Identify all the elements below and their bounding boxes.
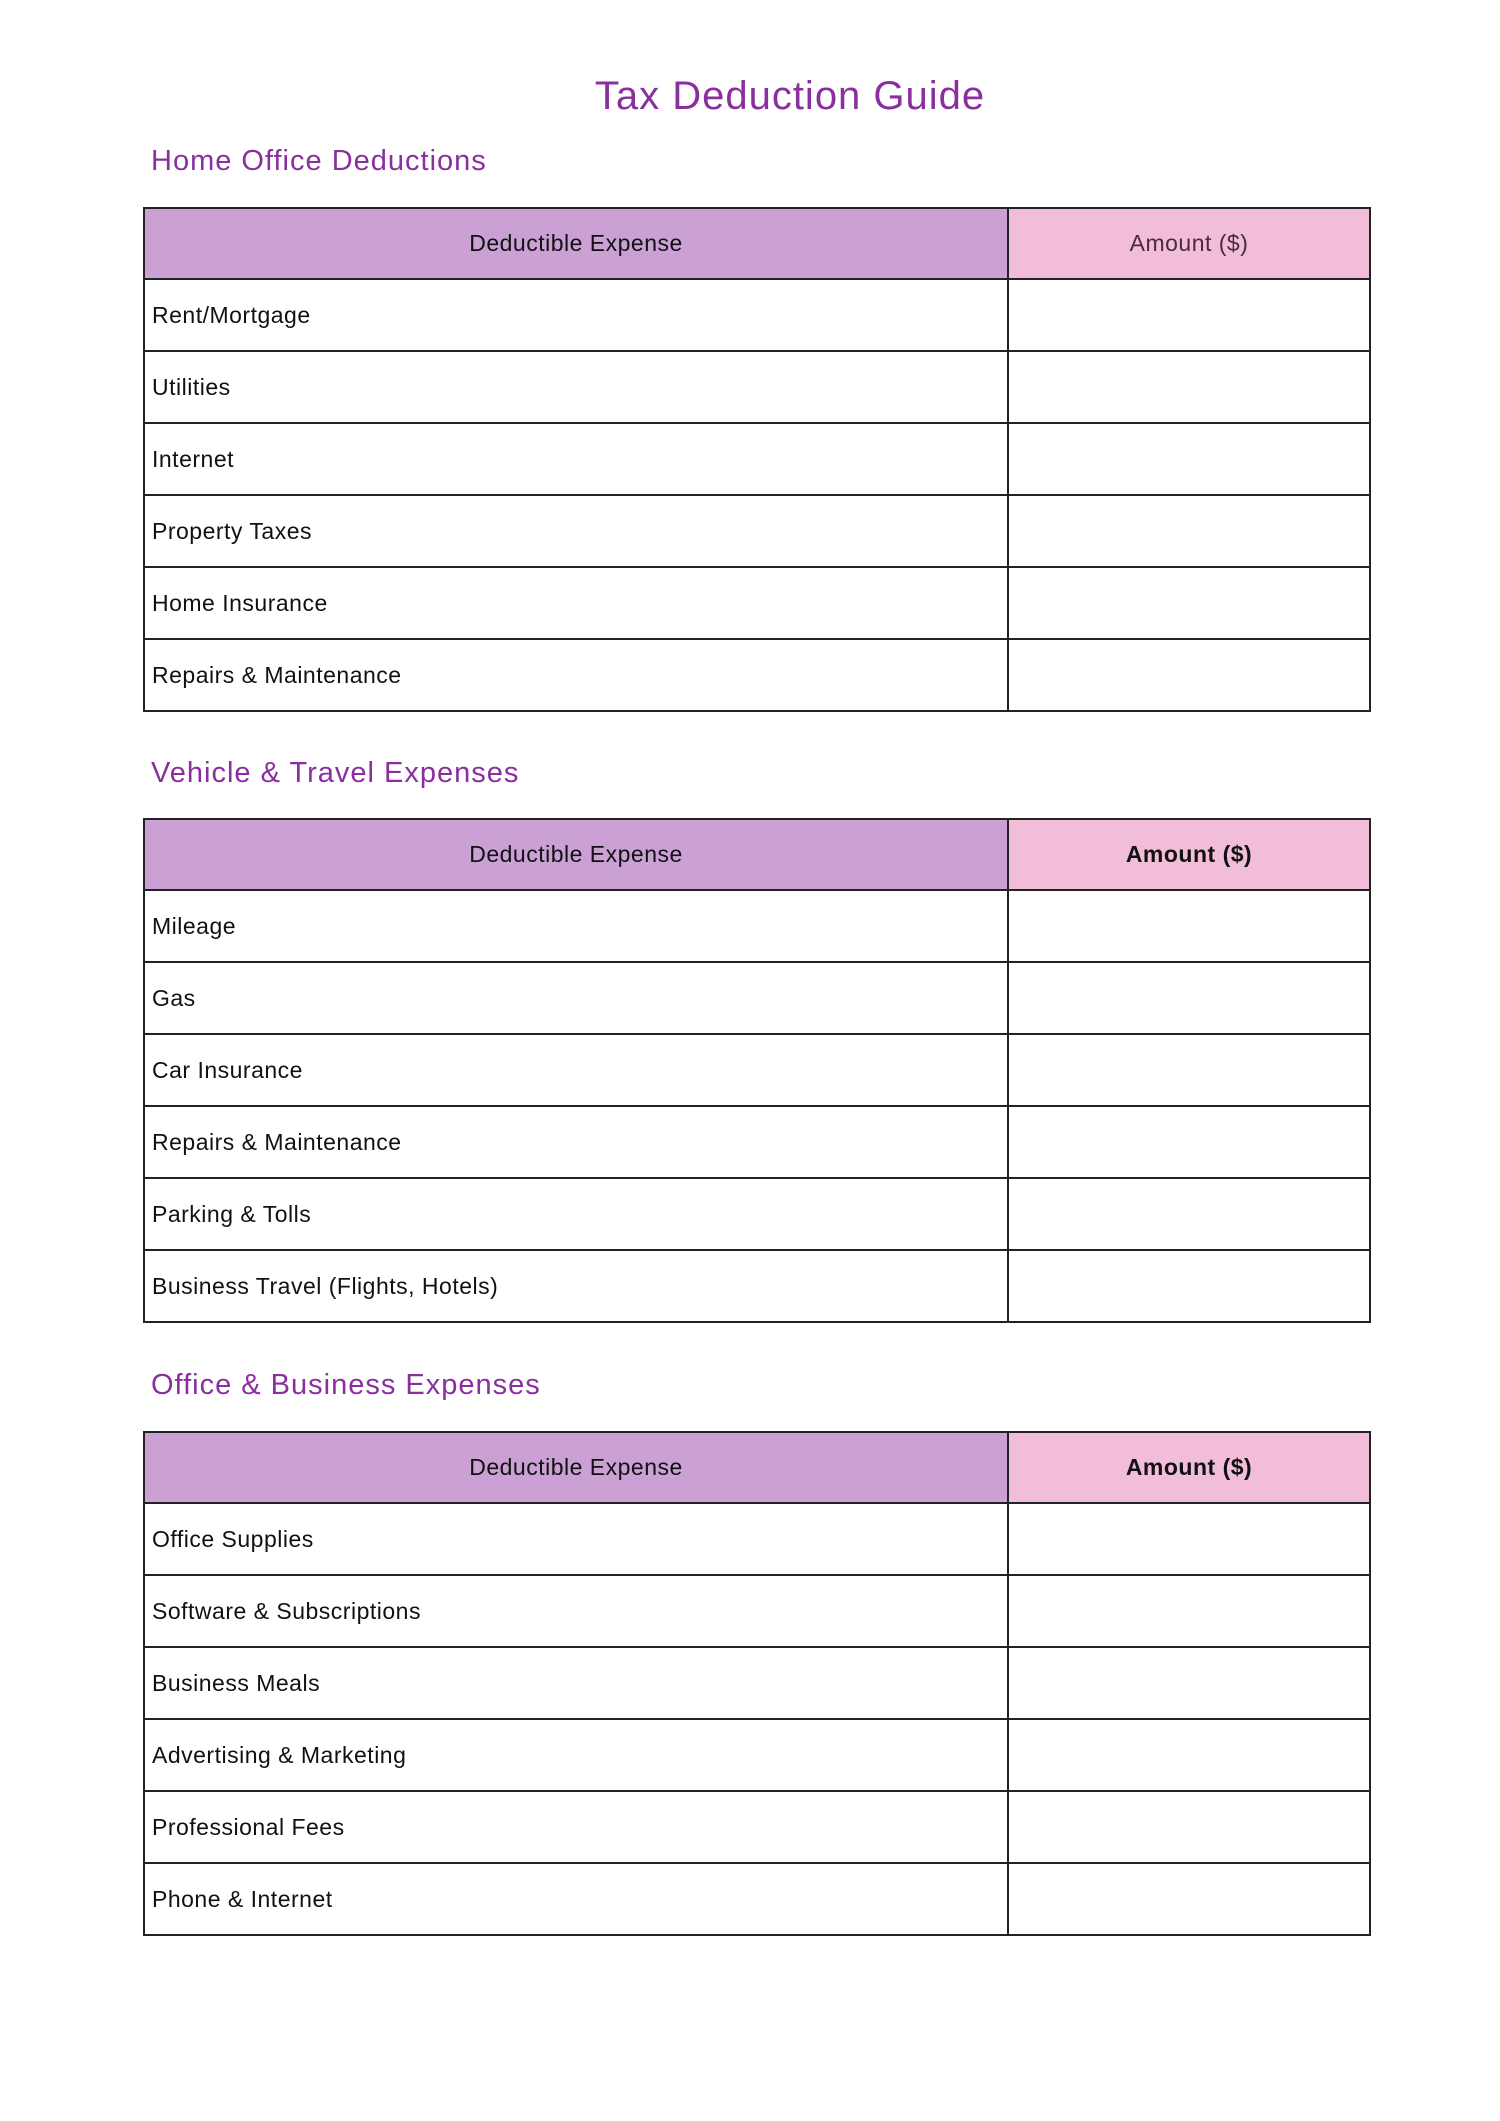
expense-label: Professional Fees bbox=[144, 1791, 1008, 1863]
table-row bbox=[144, 1106, 1370, 1178]
expense-label: Business Meals bbox=[144, 1647, 1008, 1719]
table-row bbox=[144, 639, 1370, 711]
column-header-expense: Deductible Expense bbox=[144, 819, 1008, 890]
expense-label: Mileage bbox=[144, 890, 1008, 962]
amount-cell[interactable] bbox=[1008, 962, 1370, 1034]
expense-label: Business Travel (Flights, Hotels) bbox=[144, 1250, 1008, 1322]
expense-label: Property Taxes bbox=[144, 495, 1008, 567]
column-header-expense: Deductible Expense bbox=[144, 208, 1008, 279]
column-header-amount: Amount ($) bbox=[1008, 1432, 1370, 1503]
amount-cell[interactable] bbox=[1008, 1863, 1370, 1935]
amount-cell[interactable] bbox=[1008, 423, 1370, 495]
amount-cell[interactable] bbox=[1008, 495, 1370, 567]
home-office-table bbox=[143, 207, 1371, 712]
expense-label: Utilities bbox=[144, 351, 1008, 423]
office-business-table bbox=[143, 1431, 1371, 1936]
table-row bbox=[144, 495, 1370, 567]
table-row bbox=[144, 1250, 1370, 1322]
table-row bbox=[144, 1503, 1370, 1575]
amount-cell[interactable] bbox=[1008, 1503, 1370, 1575]
expense-label: Office Supplies bbox=[144, 1503, 1008, 1575]
table-row bbox=[144, 423, 1370, 495]
expense-label: Rent/Mortgage bbox=[144, 279, 1008, 351]
expense-label: Repairs & Maintenance bbox=[144, 1106, 1008, 1178]
table-header-row bbox=[144, 208, 1370, 279]
table-row bbox=[144, 279, 1370, 351]
amount-cell[interactable] bbox=[1008, 890, 1370, 962]
amount-cell[interactable] bbox=[1008, 1791, 1370, 1863]
table-row bbox=[144, 962, 1370, 1034]
table-header-row bbox=[144, 1432, 1370, 1503]
expense-label: Software & Subscriptions bbox=[144, 1575, 1008, 1647]
expense-label: Advertising & Marketing bbox=[144, 1719, 1008, 1791]
amount-cell[interactable] bbox=[1008, 1575, 1370, 1647]
column-header-amount: Amount ($) bbox=[1008, 819, 1370, 890]
table-row bbox=[144, 1791, 1370, 1863]
page-title: Tax Deduction Guide bbox=[594, 74, 986, 118]
amount-cell[interactable] bbox=[1008, 1034, 1370, 1106]
amount-cell[interactable] bbox=[1008, 351, 1370, 423]
amount-cell[interactable] bbox=[1008, 279, 1370, 351]
table-row bbox=[144, 567, 1370, 639]
amount-cell[interactable] bbox=[1008, 567, 1370, 639]
expense-label: Car Insurance bbox=[144, 1034, 1008, 1106]
column-header-amount: Amount ($) bbox=[1008, 208, 1370, 279]
vehicle-travel-table bbox=[143, 818, 1371, 1323]
table-row bbox=[144, 1575, 1370, 1647]
expense-label: Parking & Tolls bbox=[144, 1178, 1008, 1250]
table-row bbox=[144, 1719, 1370, 1791]
section-heading-vehicle-travel: Vehicle & Travel Expenses bbox=[151, 757, 520, 789]
table-row bbox=[144, 890, 1370, 962]
amount-cell[interactable] bbox=[1008, 1719, 1370, 1791]
amount-cell[interactable] bbox=[1008, 1647, 1370, 1719]
expense-label: Internet bbox=[144, 423, 1008, 495]
amount-cell[interactable] bbox=[1008, 1178, 1370, 1250]
expense-label: Home Insurance bbox=[144, 567, 1008, 639]
column-header-expense: Deductible Expense bbox=[144, 1432, 1008, 1503]
amount-cell[interactable] bbox=[1008, 639, 1370, 711]
table-row bbox=[144, 351, 1370, 423]
table-row bbox=[144, 1863, 1370, 1935]
section-heading-office-business: Office & Business Expenses bbox=[151, 1369, 541, 1401]
amount-cell[interactable] bbox=[1008, 1106, 1370, 1178]
amount-cell[interactable] bbox=[1008, 1250, 1370, 1322]
table-header-row bbox=[144, 819, 1370, 890]
table-row bbox=[144, 1178, 1370, 1250]
table-row bbox=[144, 1034, 1370, 1106]
expense-label: Repairs & Maintenance bbox=[144, 639, 1008, 711]
expense-label: Phone & Internet bbox=[144, 1863, 1008, 1935]
expense-label: Gas bbox=[144, 962, 1008, 1034]
table-row bbox=[144, 1647, 1370, 1719]
section-heading-home-office: Home Office Deductions bbox=[151, 145, 487, 177]
